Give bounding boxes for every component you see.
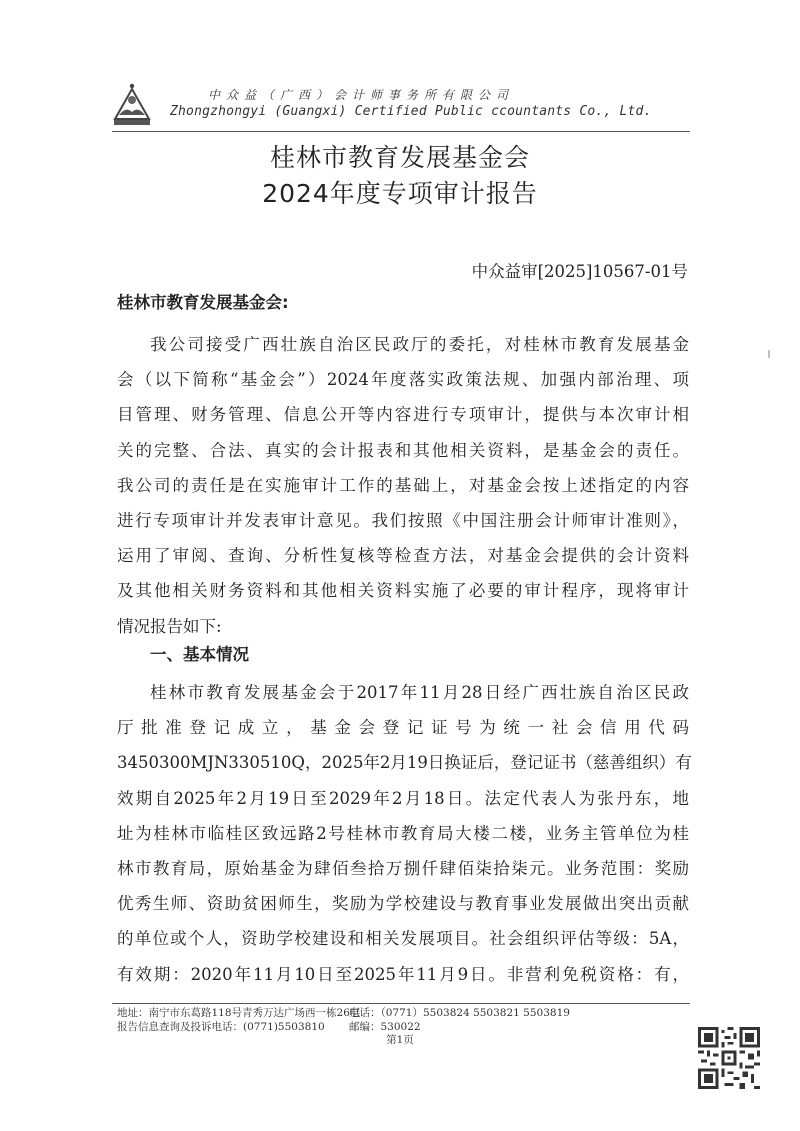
footer-address: 地址：南宁市东葛路118号青秀万达广场西一栋26层	[117, 1007, 361, 1019]
text-line: 我公司接受广西壮族自治区民政厅的委托，对桂林市教育发展基金	[150, 335, 689, 354]
letterhead-divider	[112, 131, 690, 132]
document-number: 中众益审[2025]10567-01号	[471, 262, 688, 281]
firm-name-en: Zhongzhongyi (Guangxi) Certified Public ccountants Co., Ltd.	[170, 104, 652, 119]
firm-name-cn: 中众益（广西）会计师事务所有限公司	[208, 88, 515, 102]
intro-paragraph	[117, 327, 689, 644]
text-line: 运用了审阅、查询、分析性复核等检查方法，对基金会提供的会计资料	[117, 546, 689, 566]
scan-artifact	[768, 350, 770, 358]
report-title-line1: 桂林市教育发展基金会	[269, 143, 530, 172]
text-line: 情况报告如下:	[117, 616, 222, 636]
text-line: 目管理、财务管理、信息公开等内容进行专项审计，提供与本次审计相	[117, 405, 689, 425]
page-number: 第1页	[386, 1034, 414, 1046]
section-heading-basic-info: 一、基本情况	[150, 645, 249, 664]
text-line: 关的完整、合法、真实的会计报表和其他相关资料，是基金会的责任。	[117, 440, 689, 460]
text-line: 效期自2025年2月19日至2029年2月18日。法定代表人为张丹东，地	[117, 788, 689, 808]
text-line: 3450300MJN330510Q，2025年2月19日换证后，登记证书（慈善组织）有	[117, 753, 692, 773]
text-line: 址为桂林市临桂区致远路2号桂林市教育局大楼二楼，业务主管单位为桂	[117, 823, 689, 843]
text-line: 有效期：2020年11月10日至2025年11月9日。非营利免税资格：有，	[117, 964, 689, 984]
footer-phone: 电话：（0771）5503824 5503821 5503819	[349, 1007, 570, 1019]
footer-divider	[112, 1003, 690, 1004]
basic-info-paragraph	[117, 675, 692, 992]
text-line: 优秀生师、资助贫困师生，奖励为学校建设与教育事业发展做出突出贡献	[117, 894, 689, 914]
text-line: 会（以下简称“基金会”）2024年度落实政策法规、加强内部治理、项	[117, 370, 689, 390]
text-line: 进行专项审计并发表审计意见。我们按照《中国注册会计师审计准则》，	[117, 511, 689, 531]
letterhead	[112, 82, 690, 134]
qr-code-icon[interactable]	[698, 1027, 760, 1089]
text-line: 的单位或个人，资助学校建设和相关发展项目。社会组织评估等级：5A，	[117, 929, 689, 949]
footer-complaint-phone: 报告信息查询及投诉电话：(0771)5503810	[117, 1021, 325, 1033]
text-line: 林市教育局，原始基金为肆佰叁拾万捌仟肆佰柒拾柒元。业务范围：奖励	[117, 859, 689, 879]
text-line: 我公司的责任是在实施审计工作的基础上，对基金会按上述指定的内容	[117, 475, 689, 495]
addressee: 桂林市教育发展基金会:	[117, 293, 289, 312]
footer-line-1	[117, 1005, 570, 1020]
firm-logo-icon	[112, 82, 152, 126]
text-line: 及其他相关财务资料和其他相关资料实施了必要的审计程序，现将审计	[117, 581, 689, 601]
text-line: 桂林市教育发展基金会于2017年11月28日经广西壮族自治区民政	[150, 683, 689, 702]
text-line: 厅批准登记成立，基金会登记证号为统一社会信用代码	[117, 718, 689, 738]
report-title-line2: 2024年度专项审计报告	[262, 179, 538, 208]
footer-postcode: 邮编：530022	[349, 1021, 421, 1033]
